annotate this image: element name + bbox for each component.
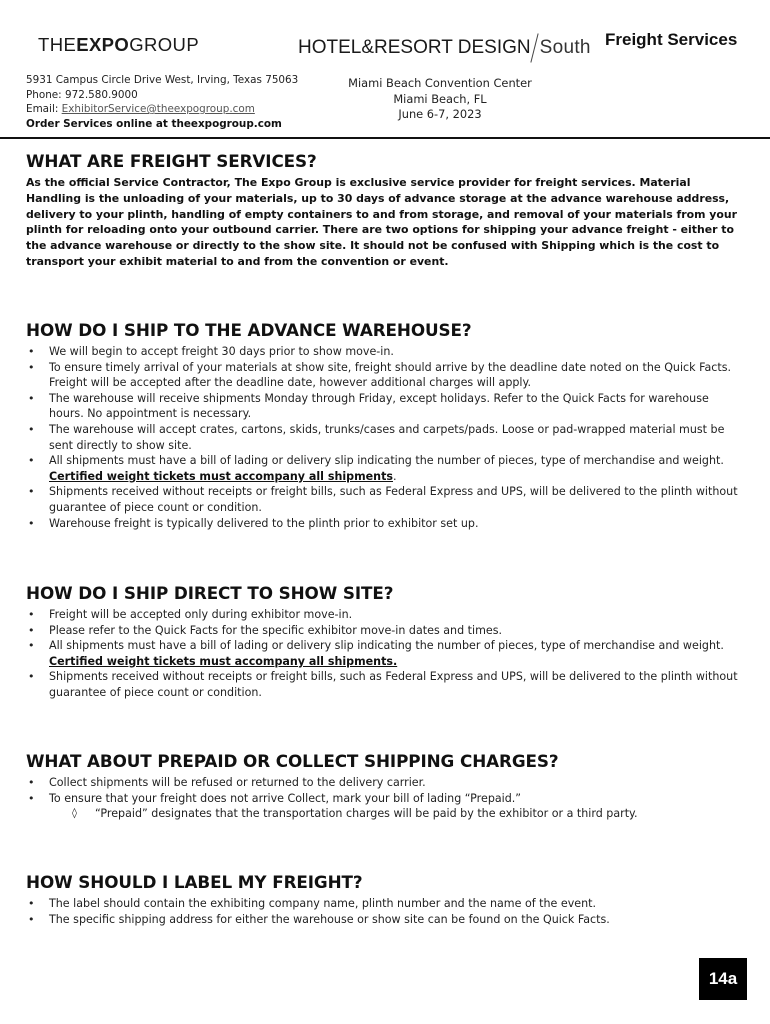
address-line: 5931 Campus Circle Drive West, Irving, Texas 75063 [26, 74, 299, 86]
list-item: • Warehouse freight is typically delivered to the plinth prior to exhibitor set up. [26, 516, 744, 532]
warehouse-list [26, 344, 744, 531]
section-heading-charges: WHAT ABOUT PREPAID OR COLLECT SHIPPING CHARGES? [26, 751, 559, 771]
direct-list [26, 607, 744, 701]
logo-hotel-main: HOTEL&RESORT DESIGN [298, 37, 531, 58]
order-online-line: Order Services online at theexpogroup.com [26, 117, 282, 130]
list-item: • To ensure that your freight does not arrive Collect, mark your bill of lading “Prepaid.” [26, 791, 744, 807]
event-dates: June 6-7, 2023 [398, 107, 482, 121]
venue-block [340, 76, 540, 123]
logo-hotel-region: South [539, 37, 591, 58]
certified-weight-note: Certified weight tickets must accompany all shipments [49, 469, 393, 483]
list-item: • Shipments received without receipts or freight bills, such as Federal Express and UPS, will be delivered to the plinth without guarantee of piece count or condition. [26, 484, 744, 515]
list-item-text: All shipments must have a bill of lading or delivery slip indicating the number of pieces, type of merchandise and weight. [49, 639, 724, 653]
hotel-resort-design-logo [298, 33, 591, 63]
certified-weight-note: Certified weight tickets must accompany all shipments. [49, 654, 398, 668]
list-item: • Please refer to the Quick Facts for the specific exhibitor move-in dates and times. [26, 623, 744, 639]
contact-block [26, 73, 298, 131]
list-item: • Freight will be accepted only during exhibitor move-in. [26, 607, 744, 623]
list-item: • The specific shipping address for either the warehouse or show site can be found on the Quick Facts. [26, 912, 744, 928]
label-list [26, 896, 744, 927]
document-title: Freight Services [605, 30, 738, 49]
logo-expo-group: GROUP [129, 34, 200, 55]
intro-paragraph: As the official Service Contractor, The Expo Group is exclusive service provider for freight services. Material Handling is the unloading of your materials, up to 30 days of advance storage at the advance warehouse address, delivery to your plinth, handling of empty containers to and from storage, and removal of your materials from your plinth for reloading onto your outbound carrier. There are two options for shipping your advance freight - either to the advance warehouse or directly to the show site. It should not be confused with Shipping which is the cost to transport your exhibit material to and from the convention or event. [26, 176, 737, 268]
venue-name: Miami Beach Convention Center [348, 76, 532, 90]
list-item: • The label should contain the exhibiting company name, plinth number and the name of the event. [26, 896, 744, 912]
list-item: • The warehouse will accept crates, cartons, skids, trunks/cases and carpets/pads. Loose or pad-wrapped material must be sent directly to show site. [26, 422, 744, 453]
section-heading-warehouse: HOW DO I SHIP TO THE ADVANCE WAREHOUSE? [26, 320, 472, 340]
list-item-text: All shipments must have a bill of lading or delivery slip indicating the number of pieces, type of merchandise and weight. [49, 454, 724, 468]
charges-list [26, 775, 744, 822]
list-item: • Collect shipments will be refused or returned to the delivery carrier. [26, 775, 744, 791]
email-label: Email: [26, 103, 62, 115]
section-heading-direct: HOW DO I SHIP DIRECT TO SHOW SITE? [26, 583, 394, 603]
list-item [26, 453, 744, 484]
logo-expo-the: THE [38, 34, 77, 55]
expo-group-logo [38, 34, 199, 56]
section-heading-what: WHAT ARE FREIGHT SERVICES? [26, 151, 317, 171]
list-item: • To ensure timely arrival of your materials at show site, freight should arrive by the deadline date noted on the Quick Facts. Freight will be accepted after the deadline date, however additional charges will apply. [26, 360, 744, 391]
section-heading-label: HOW SHOULD I LABEL MY FREIGHT? [26, 872, 363, 892]
page-number-badge: 14a [699, 958, 747, 1000]
email-link[interactable]: ExhibitorService@theexpogroup.com [61, 103, 255, 115]
phone-line: Phone: 972.580.9000 [26, 88, 138, 101]
email-line [26, 102, 298, 117]
header-divider [0, 137, 770, 139]
list-item [26, 638, 744, 669]
list-sub-item: ◊ “Prepaid” designates that the transportation charges will be paid by the exhibitor or a third party. [26, 806, 744, 822]
logo-slash [530, 33, 538, 62]
list-item: • The warehouse will receive shipments Monday through Friday, except holidays. Refer to the Quick Facts for warehouse hours. No appointment is necessary. [26, 391, 744, 422]
list-item: • We will begin to accept freight 30 days prior to show move-in. [26, 344, 744, 360]
logo-expo-expo: EXPO [76, 34, 130, 55]
list-item: • Shipments received without receipts or freight bills, such as Federal Express and UPS, will be delivered to the plinth without guarantee of piece count or condition. [26, 669, 744, 700]
venue-city: Miami Beach, FL [393, 91, 487, 106]
certified-weight-period: . [392, 469, 397, 483]
